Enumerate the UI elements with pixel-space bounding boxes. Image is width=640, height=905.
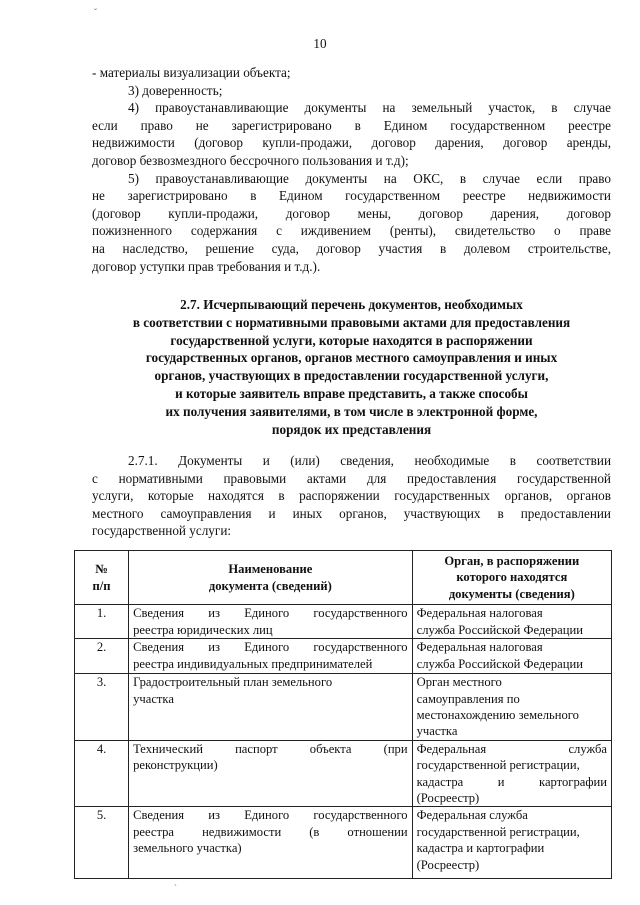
row-document-name (129, 639, 413, 674)
table-row (75, 605, 612, 639)
list-item-4-line: если право не зарегистрировано в Едином государственном реестре (92, 117, 611, 133)
cell-line: служба Российской Федерации (416, 622, 583, 637)
cell-line: государственной регистрации, (416, 758, 580, 773)
row-document-name (129, 605, 413, 639)
intro-paragraph (92, 452, 611, 540)
cell-line: Федеральная налоговая (416, 606, 543, 621)
cell-line: Сведения из Единого государственного (133, 640, 408, 655)
scan-speck: ` (174, 883, 177, 893)
row-authority (412, 639, 611, 674)
row-authority (412, 807, 611, 879)
cell-line: (Росреестр) (416, 857, 480, 872)
page-number: 10 (313, 36, 327, 51)
cell-line: Градостроительный план земельного (133, 675, 333, 690)
cell-line: участка (416, 724, 458, 739)
cell-line: реестра недвижимости (в отношении (133, 824, 408, 839)
cell-line: служба Российской Федерации (416, 656, 583, 671)
list-item-5 (92, 170, 611, 276)
list-item-4-line: договор безвозмездного бессрочного пользования и т.д); (92, 152, 409, 168)
cell-line: (Росреестр) (416, 791, 480, 806)
cell-line: государственной регистрации, (416, 824, 580, 839)
list-item-4-line: 4) правоустанавливающие документы на земельный участок, в случае (128, 100, 611, 116)
table-row (75, 674, 612, 741)
cell-line: Сведения из Единого государственного (133, 606, 408, 621)
list-item-5-line: договор уступки прав требования и т.д.). (92, 258, 321, 274)
table-row (75, 807, 612, 879)
table-row (75, 740, 612, 807)
row-number: 1. (75, 605, 129, 639)
scan-speck: ˇ (94, 7, 97, 17)
list-item-5-line: пожизненного содержания с иждивением (ренты), свидетельство о праве (92, 223, 611, 239)
heading-line: органов, участвующих в предоставлении государственной услуги, (154, 368, 549, 384)
header-org-line: Орган, в распоряжении (444, 554, 580, 568)
section-heading (92, 296, 611, 438)
documents-table (74, 550, 612, 879)
header-org-line: которого находятся (456, 570, 568, 585)
header-number-line: п/п (92, 578, 111, 593)
row-number: 3. (75, 674, 129, 741)
table-header-row (75, 551, 612, 605)
cell-line: местонахождению земельного (416, 708, 579, 723)
cell-line: земельного участка) (133, 841, 242, 856)
intro-line: с нормативными правовыми актами для предоставления государственной (92, 470, 611, 486)
cell-line: кадастра и картографии (416, 774, 607, 789)
header-name-line: документа (сведений) (208, 578, 332, 593)
intro-line: местного самоуправления и иных органов, участвующих в предоставлении (92, 505, 611, 521)
list-item-5-line: не зарегистрировано в Едином государственном реестре недвижимости (92, 188, 611, 204)
cell-line: Федеральная налоговая (416, 640, 543, 655)
heading-line: и которые заявитель вправе представить, а также способы (175, 385, 528, 401)
heading-line: 2.7. Исчерпывающий перечень документов, необходимых (180, 297, 523, 312)
document-list (92, 64, 611, 275)
heading-line: в соответствии с нормативными правовыми актами для предоставления (132, 314, 571, 330)
intro-line: государственной услуги: (92, 523, 232, 539)
cell-line: кадастра и картографии (416, 841, 545, 856)
row-number: 4. (75, 740, 129, 807)
heading-line: порядок их представления (271, 421, 432, 437)
intro-line: услуги, которые находятся в распоряжении государственных органов, органов (92, 488, 611, 504)
header-number (75, 551, 129, 605)
row-authority (412, 740, 611, 807)
cell-line: участка (133, 691, 174, 706)
heading-line: государственных органов, органов местного самоуправления и иных (145, 350, 558, 366)
list-item-5-line: на наследство, решение суда, договор участия в долевом строительстве, (92, 240, 611, 256)
header-org-line: документы (сведения) (448, 586, 575, 601)
intro-line: 2.7.1. Документы и (или) сведения, необходимые в соответствии (128, 453, 611, 468)
list-item-4 (92, 99, 611, 169)
cell-line: самоуправления по (416, 691, 520, 706)
cell-line: реконструкции) (133, 758, 218, 773)
cell-line: Федеральная служба (416, 741, 607, 756)
row-document-name (129, 674, 413, 741)
list-item-4-line: недвижимости (договор купли-продажи, договор дарения, договор аренды, (92, 135, 611, 151)
row-document-name (129, 807, 413, 879)
header-authority (412, 551, 611, 605)
cell-line: Федеральная служба (416, 808, 528, 823)
row-authority (412, 674, 611, 741)
row-number: 2. (75, 639, 129, 674)
row-number: 5. (75, 807, 129, 879)
row-authority (412, 605, 611, 639)
table-row (75, 639, 612, 674)
list-item-power-of-attorney: 3) доверенность; (128, 82, 223, 98)
header-document-name (129, 551, 413, 605)
header-name-line: Наименование (228, 562, 313, 577)
heading-line: их получения заявителями, в том числе в электронной форме, (165, 403, 538, 419)
heading-line: государственной услуги, которые находятся в распоряжении (170, 332, 533, 348)
row-document-name (129, 740, 413, 807)
cell-line: Технический паспорт объекта (при (133, 741, 408, 756)
list-item-5-line: (договор купли-продажи, договор мены, договор дарения, договор (92, 205, 611, 221)
cell-line: Сведения из Единого государственного (133, 808, 408, 823)
list-item-visualization: - материалы визуализации объекта; (92, 65, 291, 80)
cell-line: Орган местного (416, 675, 502, 690)
header-number-line: № (95, 562, 108, 577)
list-item-5-line: 5) правоустанавливающие документы на ОКС, в случае если право (128, 170, 611, 186)
cell-line: реестра индивидуальных предпринимателей (133, 656, 373, 671)
cell-line: реестра юридических лиц (133, 622, 273, 637)
